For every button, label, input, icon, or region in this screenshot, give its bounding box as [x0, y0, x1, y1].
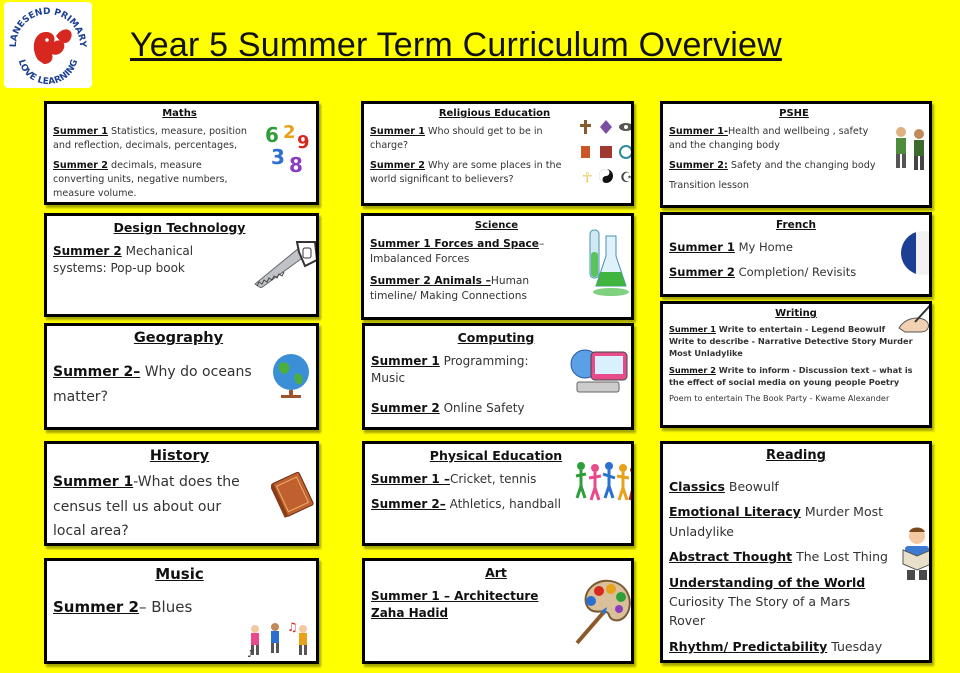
french-summer1: Summer 1 My Home	[669, 240, 793, 254]
svg-text:9: 9	[297, 132, 310, 153]
svg-text:6: 6	[265, 123, 279, 147]
music-summer2: Summer 2– Blues	[53, 598, 193, 616]
science-flask-icon	[586, 226, 630, 300]
svg-text:♫: ♫	[287, 620, 298, 634]
reading-classics: Classics Beowulf	[669, 479, 779, 494]
writing-hand-icon	[895, 301, 932, 336]
writing-poem: Poem to entertain The Book Party - Kwame Alexander	[669, 393, 890, 404]
svg-text:3: 3	[271, 145, 285, 169]
music-children-icon	[245, 617, 319, 659]
svg-text:☥: ☥	[582, 170, 593, 186]
french-card	[660, 212, 932, 297]
maths-summer2: Summer 2 decimals, measure converting units, negative numbers, measure volume.	[53, 159, 228, 199]
french-summer2: Summer 2 Completion/ Revisits	[669, 264, 857, 279]
school-logo	[4, 2, 92, 88]
maths-heading: Maths	[162, 108, 197, 119]
pshe-summer1: Summer 1-Health and wellbeing , safety and the changing body	[669, 126, 869, 151]
maths-summer1: Summer 1 Statistics, measure, position and reflection, decimals, percentages,	[53, 126, 247, 151]
reading-understanding-world: Understanding of the World Curiosity The Story of a Mars Rover	[669, 574, 866, 629]
dt-summer2: Summer 2 Mechanical systems: Pop-up book	[53, 244, 194, 276]
math-numbers-icon	[263, 120, 315, 180]
french-flag-icon	[899, 229, 932, 277]
squirrel-logo	[4, 2, 92, 88]
reading-card	[660, 441, 932, 663]
religious-symbols-icon	[578, 118, 634, 192]
pe-summer1: Summer 1 –Cricket, tennis	[371, 472, 537, 486]
dt-heading: Design Technology	[113, 220, 246, 235]
pshe-heading: PSHE	[779, 108, 809, 119]
science-summer2: Summer 2 Animals –Human timeline/ Making Connections	[370, 274, 530, 303]
geography-heading: Geography	[133, 330, 224, 346]
page-title: Year 5 Summer Term Curriculum Overview	[130, 26, 782, 64]
dt-card	[44, 213, 319, 317]
science-heading: Science	[474, 220, 519, 231]
writing-describe: Write to describe - Narrative Detective Story Murder Most Unladylike	[669, 335, 913, 358]
science-summer1: Summer 1 Forces and Space– Imbalanced Forces	[370, 238, 545, 266]
writing-summer2: Summer 2 Write to inform - Discussion text – what is the effect of social media on young people Poetry	[669, 364, 913, 387]
french-heading: French	[776, 219, 816, 231]
writing-heading: Writing	[775, 308, 817, 319]
geography-summer2: Summer 2– Why do oceans matter?	[53, 364, 252, 405]
art-card	[362, 558, 634, 664]
history-book-icon	[271, 468, 315, 518]
computing-heading: Computing	[457, 330, 535, 345]
saw-icon	[253, 238, 319, 288]
svg-text:8: 8	[289, 153, 303, 177]
re-heading: Religious Education	[438, 108, 551, 119]
pe-heading: Physical Education	[429, 448, 563, 463]
re-card	[361, 101, 634, 206]
computing-summer2: Summer 2 Online Safety	[371, 400, 525, 415]
geography-card	[44, 323, 319, 430]
reading-heading: Reading	[766, 448, 826, 463]
logo-school-text: LANESEND PRIMARY	[8, 6, 88, 48]
history-summer1: Summer 1-What does the census tell us about our local area?	[53, 474, 240, 539]
reading-rhythm: Rhythm/ Predictability Tuesday	[669, 638, 883, 654]
writing-card	[660, 301, 932, 428]
svg-text:♪: ♪	[247, 649, 254, 659]
pe-figures-icon	[575, 460, 634, 502]
computing-summer1: Summer 1 Programming: Music	[371, 354, 529, 386]
logo-motto-text: LOVE LEARNING	[15, 58, 81, 88]
art-heading: Art	[485, 565, 507, 580]
writing-summer1: Summer 1 Write to entertain - Legend Beowulf	[669, 324, 886, 334]
pe-card	[362, 441, 634, 546]
music-heading: Music	[155, 565, 204, 583]
computing-card	[362, 323, 634, 430]
computer-icon	[569, 346, 631, 396]
reading-emotional-literacy: Emotional Literacy Murder Most Unladylike	[669, 504, 884, 539]
paint-palette-icon	[573, 575, 634, 649]
reading-abstract-thought: Abstract Thought The Lost Thing	[669, 549, 888, 565]
pe-summer2: Summer 2– Athletics, handball	[371, 497, 561, 512]
svg-text:2: 2	[283, 122, 296, 143]
svg-text:☪: ☪	[620, 170, 633, 186]
pshe-card	[660, 101, 932, 208]
reading-child-icon	[899, 526, 932, 582]
re-summer1: Summer 1 Who should get to be in charge?	[370, 126, 543, 151]
pshe-summer2: Summer 2: Safety and the changing body	[669, 159, 876, 171]
science-card	[361, 213, 634, 320]
history-heading: History	[149, 448, 210, 464]
re-summer2: Summer 2 Why are some places in the world significant to believers?	[370, 159, 562, 185]
globe-icon	[269, 350, 313, 400]
children-icon	[891, 124, 931, 174]
pshe-extra: Transition lesson	[669, 179, 749, 191]
maths-card	[44, 101, 319, 205]
history-card	[44, 441, 319, 546]
art-summer1: Summer 1 – Architecture Zaha Hadid	[371, 589, 539, 621]
music-card	[44, 558, 319, 664]
